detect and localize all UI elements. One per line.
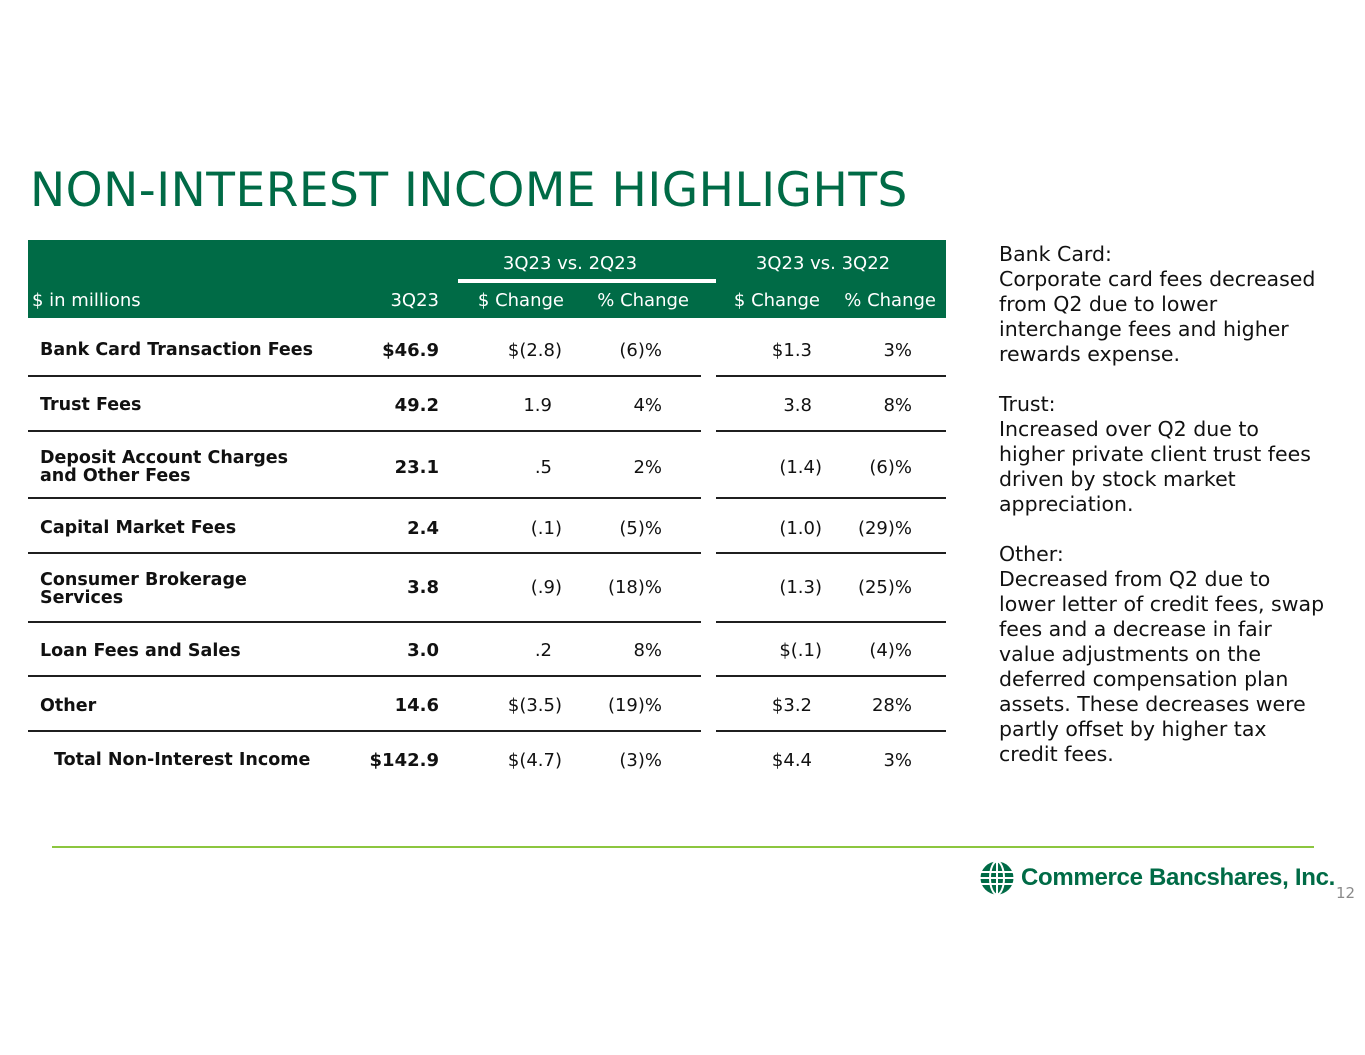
commentary-panel — [999, 242, 1329, 792]
row-dollar-change-1: (.9) — [530, 577, 562, 598]
row-pct-change-2: 3% — [883, 750, 912, 771]
row-dollar-change-1: 1.9 — [523, 395, 552, 416]
row-label: Total Non-Interest Income — [54, 750, 311, 770]
logo-wordmark: Commerce Bancshares, Inc. — [1021, 864, 1335, 891]
row-label: Other — [40, 696, 97, 716]
row-dollar-change-1: .2 — [534, 640, 552, 661]
row-dollar-change-2: $1.3 — [771, 340, 812, 361]
row-pct-change-1: (6)% — [619, 340, 662, 361]
row-dollar-change-2: (1.0) — [779, 518, 822, 539]
row-dollar-change-2: $3.2 — [771, 695, 812, 716]
row-label: Bank Card Transaction Fees — [40, 340, 314, 360]
row-3q23-value: 3.0 — [407, 640, 439, 661]
row-pct-change-2: 8% — [883, 395, 912, 416]
note-heading: Bank Card: — [999, 242, 1112, 266]
row-pct-change-1: (19)% — [607, 695, 662, 716]
row-dollar-change-1: $(3.5) — [507, 695, 562, 716]
row-pct-change-1: (3)% — [619, 750, 662, 771]
row-pct-change-1: 4% — [633, 395, 662, 416]
footer-divider — [52, 846, 1314, 848]
row-dollar-change-2: (1.3) — [779, 577, 822, 598]
col-header-units: $ in millions — [32, 290, 141, 311]
row-pct-change-2: 28% — [871, 695, 912, 716]
note-body: Decreased from Q2 due to lower letter of credit fees, swap fees and a decrease in fair value adjustments on the deferred compensation plan assets. These decreases were partly offset by higher tax credit fees. — [999, 567, 1325, 766]
header-separator — [458, 279, 701, 283]
row-3q23-value: $46.9 — [382, 340, 439, 361]
row-label: Capital Market Fees — [40, 518, 237, 538]
row-label: Consumer Brokerage Services — [40, 570, 247, 608]
row-dollar-change-2: (1.4) — [779, 457, 822, 478]
row-dollar-change-1: .5 — [534, 457, 552, 478]
page-title: NON-INTEREST INCOME HIGHLIGHTS — [30, 163, 908, 218]
row-pct-change-1: (18)% — [607, 577, 662, 598]
row-pct-change-1: (5)% — [619, 518, 662, 539]
row-3q23-value: 23.1 — [394, 457, 439, 478]
row-pct-change-2: (4)% — [869, 640, 912, 661]
col-header-dollar-change-1: $ Change — [477, 290, 564, 311]
row-label: Deposit Account Charges and Other Fees — [40, 448, 289, 486]
row-3q23-value: 3.8 — [407, 577, 439, 598]
col-header-3q23: 3Q23 — [390, 290, 439, 311]
row-3q23-value: 14.6 — [394, 695, 439, 716]
row-dollar-change-2: $4.4 — [771, 750, 812, 771]
row-pct-change-1: 2% — [633, 457, 662, 478]
row-pct-change-2: (29)% — [857, 518, 912, 539]
row-label: Loan Fees and Sales — [40, 641, 241, 661]
row-dollar-change-1: $(4.7) — [507, 750, 562, 771]
row-dollar-change-2: $(.1) — [779, 640, 822, 661]
note-body: Increased over Q2 due to higher private client trust fees driven by stock market appreciation. — [999, 417, 1311, 516]
col-header-dollar-change-2: $ Change — [733, 290, 820, 311]
company-logo — [979, 860, 1335, 896]
row-pct-change-2: (25)% — [857, 577, 912, 598]
row-3q23-value: 49.2 — [394, 395, 439, 416]
note-body: Corporate card fees decreased from Q2 due to lower interchange fees and higher rewards expense. — [999, 267, 1316, 366]
group-header-vs-2q23: 3Q23 vs. 2Q23 — [502, 253, 638, 274]
globe-icon — [979, 860, 1015, 896]
row-pct-change-2: 3% — [883, 340, 912, 361]
note-heading: Trust: — [999, 392, 1056, 416]
row-pct-change-1: 8% — [633, 640, 662, 661]
row-pct-change-2: (6)% — [869, 457, 912, 478]
row-dollar-change-1: (.1) — [530, 518, 562, 539]
group-header-vs-3q22: 3Q23 vs. 3Q22 — [755, 253, 891, 274]
note-heading: Other: — [999, 542, 1064, 566]
row-3q23-value: $142.9 — [369, 750, 439, 771]
page-number: 12 — [1336, 884, 1356, 902]
col-header-pct-change-1: % Change — [597, 290, 689, 311]
header-gap — [701, 279, 716, 283]
col-header-pct-change-2: % Change — [844, 290, 936, 311]
row-label: Trust Fees — [40, 395, 142, 415]
row-dollar-change-1: $(2.8) — [507, 340, 562, 361]
row-dollar-change-2: 3.8 — [783, 395, 812, 416]
row-3q23-value: 2.4 — [407, 518, 439, 539]
